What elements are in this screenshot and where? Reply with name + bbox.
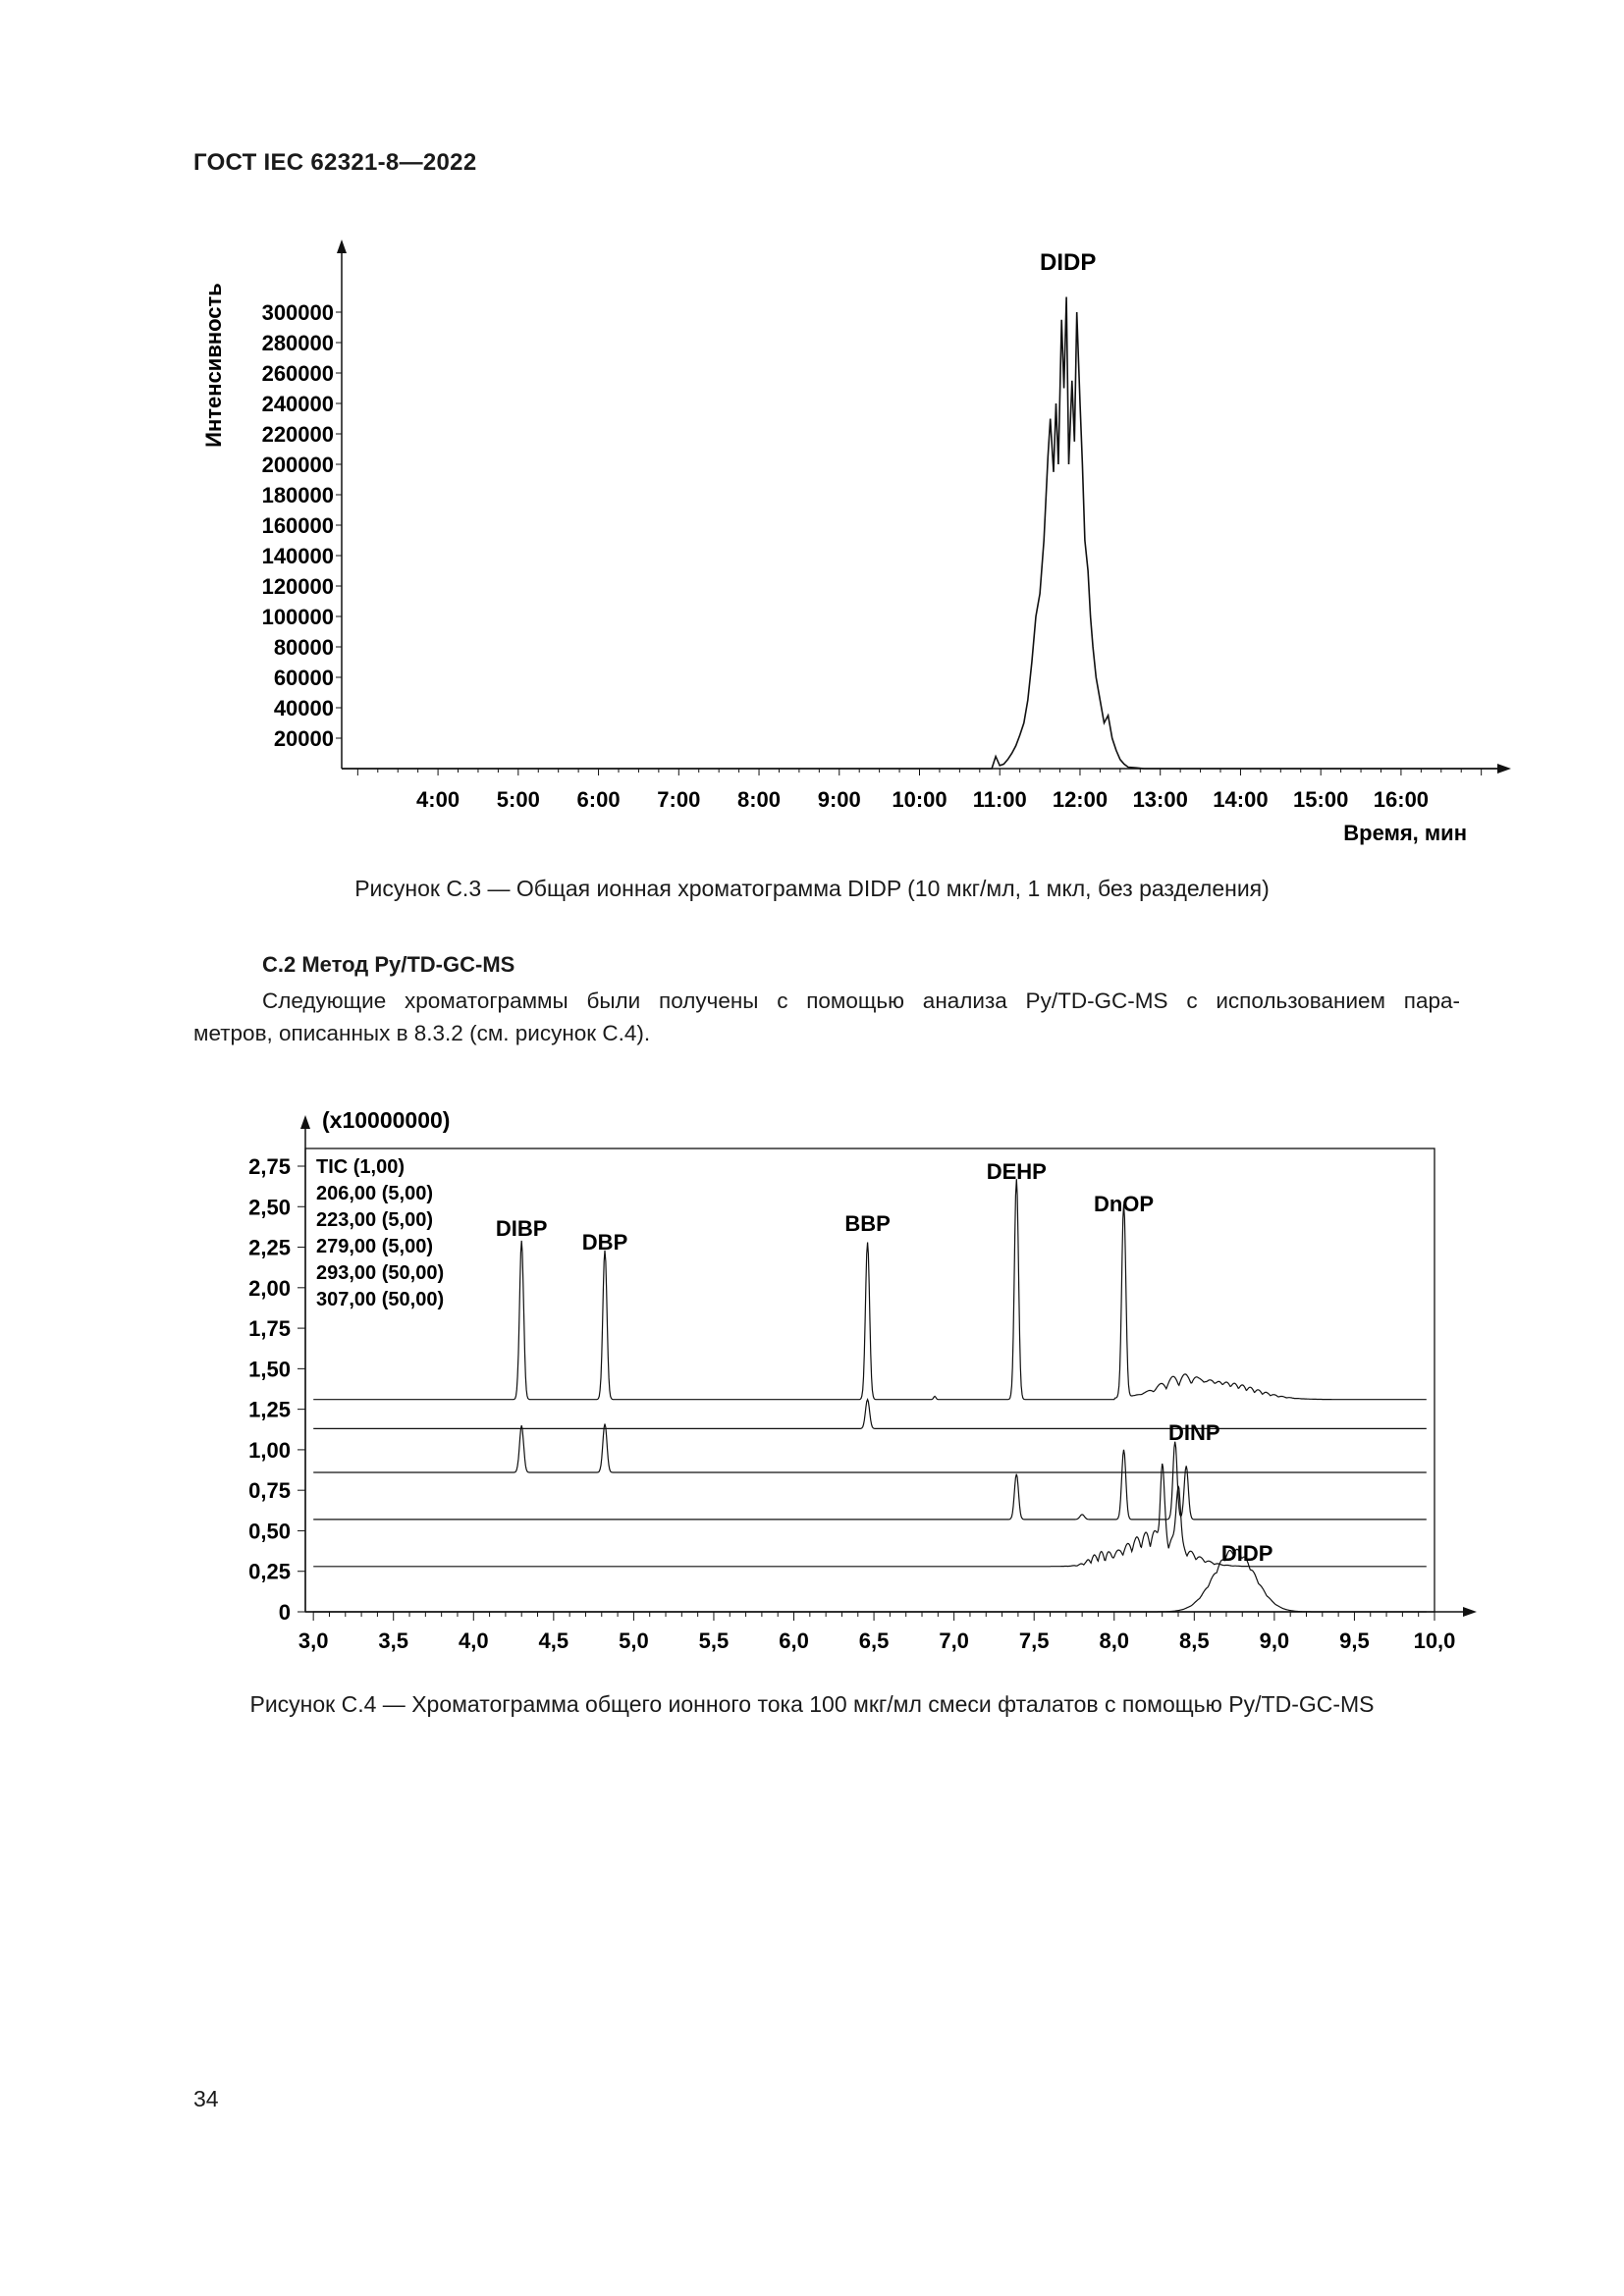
chart2-peak-label-dehp: DEHP	[986, 1158, 1047, 1184]
chart2-y-tick-label-1,25: 1,25	[248, 1397, 291, 1422]
chart2-x-ticks	[298, 1629, 1456, 1653]
paragraph-line-2: метров, описанных в 8.3.2 (см. рисунок С.4).	[193, 1021, 651, 1045]
chart1-x-axis-arrow	[1497, 764, 1511, 774]
chart1-y-tick-label-40000: 40000	[273, 696, 334, 721]
chart2-x-tick-label-9,0: 9,0	[1259, 1629, 1290, 1653]
chart2-x-tick-label-5,0: 5,0	[619, 1629, 649, 1653]
chart2-legend-item-2: 223,00 (5,00)	[316, 1209, 433, 1231]
chart1-y-tick-label-60000: 60000	[273, 666, 334, 690]
chart1-y-tick-label-240000: 240000	[261, 392, 334, 416]
chart2-legend-item-3: 279,00 (5,00)	[316, 1236, 433, 1257]
chart2-legend	[316, 1156, 444, 1310]
chart2-series-1	[313, 1400, 1427, 1429]
chart2-x-axis-arrow	[1463, 1607, 1477, 1617]
chart1-x-tick-label-11:00: 11:00	[972, 787, 1027, 812]
chart2-x-tick-label-7,0: 7,0	[939, 1629, 969, 1653]
chart1-y-tick-label-20000: 20000	[273, 726, 334, 751]
chart2-x-tick-label-7,5: 7,5	[1018, 1629, 1050, 1653]
chart2-peak-label-dnop: DnOP	[1093, 1191, 1155, 1216]
chart2-x-tick-label-10,0: 10,0	[1413, 1629, 1456, 1653]
chart2-legend-item-4: 293,00 (50,00)	[316, 1262, 445, 1284]
chart2-y-axis-arrow	[300, 1115, 310, 1129]
chart2-y-tick-label-0,50: 0,50	[248, 1519, 291, 1544]
chart2-x-tick-label-6,0: 6,0	[779, 1629, 809, 1653]
chart1-y-axis-label: Интенсивность	[201, 283, 226, 448]
chart2-peak-label-bbp: BBP	[844, 1211, 891, 1237]
chart2-legend-item-1: 206,00 (5,00)	[316, 1183, 433, 1204]
chart1-x-tick-label-9:00: 9:00	[817, 787, 861, 812]
chart1-x-tick-label-12:00: 12:00	[1052, 787, 1109, 812]
chart2-y-tick-label-1,50: 1,50	[248, 1357, 291, 1382]
chart2-series-2	[313, 1424, 1427, 1473]
chart2-y-tick-label-2,00: 2,00	[248, 1275, 291, 1301]
chart1-x-ticks	[416, 787, 1429, 812]
chart2-x-tick-label-8,0: 8,0	[1099, 1629, 1130, 1653]
chart1-y-tick-label-160000: 160000	[261, 513, 334, 538]
chart2-y-tick-label-0,75: 0,75	[248, 1478, 291, 1504]
chart2-y-tick-label-2,50: 2,50	[248, 1195, 291, 1220]
chart1-y-tick-label-260000: 260000	[261, 361, 334, 386]
section-title: С.2 Метод Py/TD-GC-MS	[262, 952, 515, 977]
chart1-y-tick-label-180000: 180000	[261, 483, 334, 507]
chart1-y-tick-label-200000: 200000	[261, 453, 334, 477]
chart1-y-tick-label-280000: 280000	[261, 331, 334, 355]
chart2-y-tick-label-1,00: 1,00	[248, 1437, 291, 1463]
chart1-x-tick-label-15:00: 15:00	[1293, 787, 1349, 812]
chart1-y-tick-label-140000: 140000	[261, 544, 334, 568]
chart2-peak-label-dibp: DIBP	[495, 1215, 548, 1241]
chart2-frame	[300, 1115, 1477, 1621]
chart2-x-tick-label-6,5: 6,5	[858, 1629, 890, 1653]
chart2-y-tick-label-2,75: 2,75	[248, 1154, 291, 1179]
chart2-peak-label-didp: DIDP	[1220, 1540, 1273, 1566]
chart1-y-tick-label-120000: 120000	[261, 574, 334, 599]
chart1-y-axis-arrow	[337, 240, 347, 253]
chart-phthalates-pytd	[0, 1080, 1624, 1688]
chart2-y-tick-label-2,25: 2,25	[248, 1235, 291, 1260]
chart2-y-tick-label-0: 0	[278, 1600, 291, 1625]
chart2-x-tick-label-3,5: 3,5	[378, 1629, 409, 1653]
chart1-x-tick-label-5:00: 5:00	[496, 787, 540, 812]
chart2-x-tick-label-8,5: 8,5	[1179, 1629, 1210, 1653]
chart1-peak-label-didp: DIDP	[1040, 249, 1097, 276]
chart1-x-tick-label-14:00: 14:00	[1213, 787, 1269, 812]
chart2-x-tick-label-5,5: 5,5	[698, 1629, 730, 1653]
chart1-x-tick-label-4:00: 4:00	[416, 787, 460, 812]
chart2-legend-item-5: 307,00 (50,00)	[316, 1289, 445, 1310]
chart-didp-tic	[0, 0, 1624, 883]
chart2-scale-label: (x10000000)	[322, 1107, 451, 1133]
chart2-peak-label-dbp: DBP	[581, 1230, 628, 1255]
chart2-x-tick-label-4,5: 4,5	[538, 1629, 569, 1653]
chart2-y-tick-label-0,25: 0,25	[248, 1559, 291, 1584]
chart1-y-tick-label-80000: 80000	[273, 635, 334, 660]
chart2-peak-labels	[496, 1159, 1272, 1566]
chart1-x-tick-label-8:00: 8:00	[737, 787, 782, 812]
chart2-peak-label-dinp: DINP	[1168, 1420, 1220, 1446]
chart2-legend-item-0: TIC (1,00)	[316, 1156, 406, 1178]
chart1-y-tick-label-220000: 220000	[261, 422, 334, 447]
chart1-x-tick-label-6:00: 6:00	[576, 787, 621, 812]
chart2-x-tick-label-3,0: 3,0	[298, 1629, 329, 1653]
paragraph-line-1: Следующие хроматограммы были получены с помощью анализа Py/TD-GC-MS с использованием пара-	[262, 988, 1460, 1013]
chart2-y-tick-label-1,75: 1,75	[248, 1316, 291, 1342]
chart1-series-didp	[342, 297, 1497, 770]
chart1-x-tick-label-7:00: 7:00	[657, 787, 701, 812]
chart1-y-tick-label-300000: 300000	[261, 300, 334, 325]
chart1-x-axis-label: Время, мин	[1343, 821, 1467, 845]
page-header: ГОСТ IEC 62321-8—2022	[193, 149, 477, 176]
page-number: 34	[193, 2086, 219, 2111]
chart1-x-tick-label-16:00: 16:00	[1373, 787, 1430, 812]
chart1-y-tick-label-100000: 100000	[261, 605, 334, 629]
chart1-axes	[337, 240, 1511, 775]
chart2-x-tick-label-9,5: 9,5	[1339, 1629, 1370, 1653]
figure-c4-caption: Рисунок С.4 — Хроматограмма общего ионного тока 100 мкг/мл смеси фталатов с помощью Py/TD-GC-MS	[249, 1691, 1375, 1717]
chart2-series-3	[313, 1442, 1427, 1520]
chart1-y-ticks	[262, 300, 342, 751]
chart2-x-tick-label-4,0: 4,0	[458, 1629, 489, 1653]
figure-c3-caption: Рисунок С.3 — Общая ионная хроматограмма DIDP (10 мкг/мл, 1 мкл, без разделения)	[354, 876, 1270, 901]
chart1-x-tick-label-10:00: 10:00	[892, 787, 947, 812]
chart2-y-ticks	[248, 1154, 305, 1625]
chart1-x-tick-label-13:00: 13:00	[1132, 787, 1188, 812]
